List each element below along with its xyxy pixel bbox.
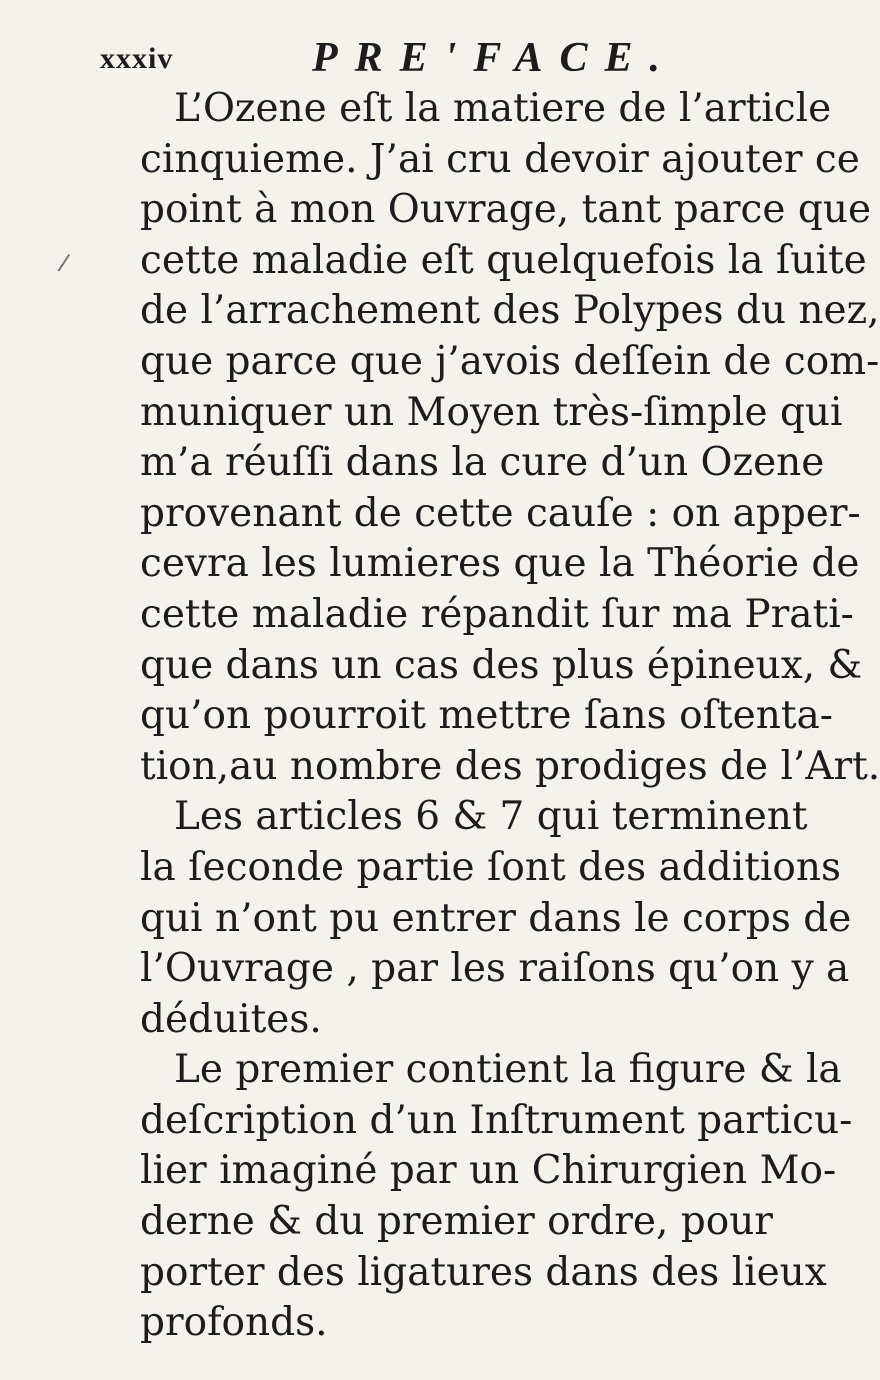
page-number: xxxiv: [100, 42, 174, 75]
text-line: la ſeconde partie ſont des additions: [140, 844, 841, 890]
text-line: muniquer un Moyen très-ſimple qui: [140, 389, 843, 435]
text-line: derne & du premier ordre, pour: [140, 1199, 773, 1245]
text-line: m’a réuſſi dans la cure d’un Ozene: [140, 440, 825, 486]
text-line: profonds.: [140, 1300, 328, 1346]
text-line: de l’arrachement des Polypes du nez,: [140, 288, 880, 334]
body-text: [140, 84, 880, 1349]
text-line: porter des ligatures dans des lieux: [140, 1249, 827, 1295]
text-line: lier imaginé par un Chirurgien Mo-: [140, 1148, 837, 1194]
text-line: déduites.: [140, 996, 322, 1042]
text-line: cette maladie répandit ſur ma Prati-: [140, 591, 854, 637]
text-line: provenant de cette cauſe : on apper-: [140, 490, 861, 536]
running-title: PRE'FACE.: [312, 35, 678, 81]
text-line: deſcription d’un Inſtrument particu-: [140, 1097, 853, 1143]
text-line: Le premier contient la figure & la: [174, 1047, 842, 1093]
text-line: qui n’ont pu entrer dans le corps de: [140, 895, 852, 941]
text-line: tion,au nombre des prodiges de l’Art.: [140, 743, 880, 789]
text-line: L’Ozene eſt la matiere de l’article: [174, 86, 832, 131]
text-line: que parce que j’avois deſſein de com-: [140, 338, 880, 384]
text-line: cette maladie eſt quelquefois la ſuite: [140, 237, 867, 283]
text-line: point à mon Ouvrage, tant parce que: [140, 187, 872, 233]
text-line: cevra les lumieres que la Théorie de: [140, 541, 860, 587]
text-line: l’Ouvrage , par les raiſons qu’on y a: [140, 946, 850, 992]
text-line: Les articles 6 & 7 qui terminent: [174, 794, 808, 840]
text-line: qu’on pourroit mettre ſans oſtenta-: [140, 693, 833, 739]
text-line: cinquieme. J’ai cru devoir ajouter ce: [140, 136, 860, 182]
margin-mark: /: [55, 247, 72, 279]
text-line: que dans un cas des plus épineux, &: [140, 642, 863, 688]
running-head: [100, 30, 720, 90]
